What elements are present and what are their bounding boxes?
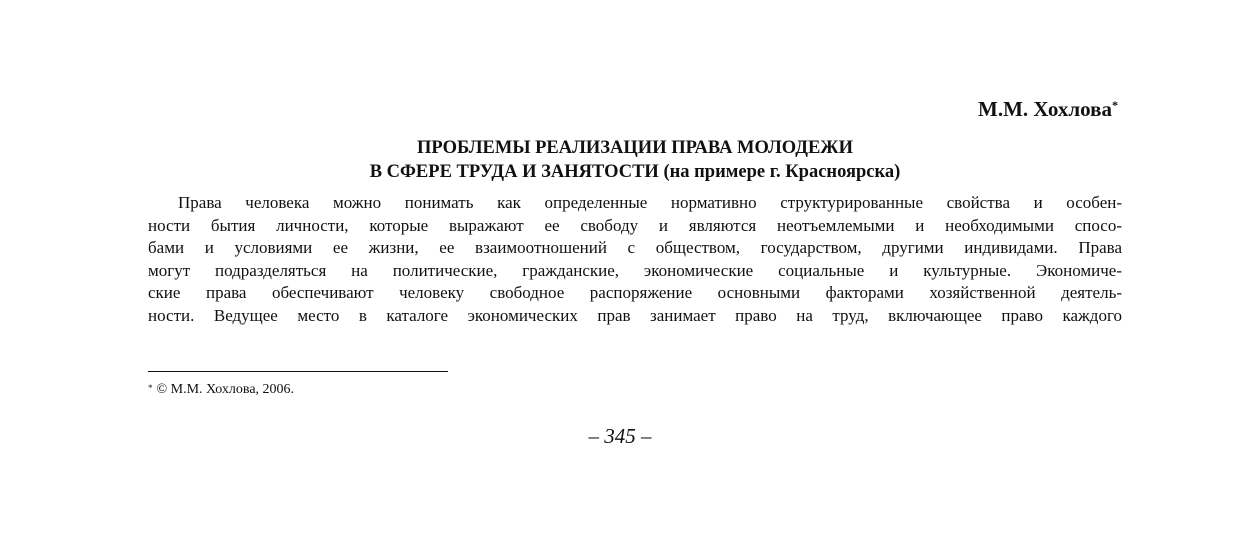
page-number: – 345 – — [588, 424, 652, 448]
footnote-mark: * — [148, 383, 153, 393]
body-line-1: Права человека можно понимать как определенные нормативно структурированные свойства и особен- — [178, 193, 1122, 212]
body-paragraph — [148, 192, 1122, 327]
author-name — [148, 96, 1122, 122]
body-line-5: ские права обеспечивают человеку свободное распоряжение основными факторами хозяйственной деятель- — [148, 283, 1122, 302]
body-line-3: бами и условиями ее жизни, ее взаимоотношений с обществом, государством, другими индивидами. Права — [148, 238, 1122, 257]
footnote-text: © М.М. Хохлова, 2006. — [156, 382, 295, 397]
body-line-6: ности. Ведущее место в каталоге экономических прав занимает право на труд, включающее право каждого — [148, 305, 1122, 325]
body-line-2: ности бытия личности, которые выражают ее свободу и являются неотъемлемыми и необходимыми спосо- — [148, 215, 1122, 235]
footnote-divider — [148, 371, 448, 372]
body-line-4: могут подразделяться на политические, гражданские, экономические социальные и культурные. Экономиче- — [148, 260, 1122, 280]
article-title — [148, 136, 1122, 184]
title-line-1: ПРОБЛЕМЫ РЕАЛИЗАЦИИ ПРАВА МОЛОДЕЖИ — [417, 138, 853, 158]
author-footnote-mark: * — [1112, 98, 1118, 112]
footnote — [148, 380, 294, 400]
page-content — [148, 96, 1122, 327]
author-name-text: М.М. Хохлова — [978, 97, 1112, 121]
title-line-2: В СФЕРЕ ТРУДА И ЗАНЯТОСТИ (на примере г. Красноярска) — [369, 162, 901, 182]
